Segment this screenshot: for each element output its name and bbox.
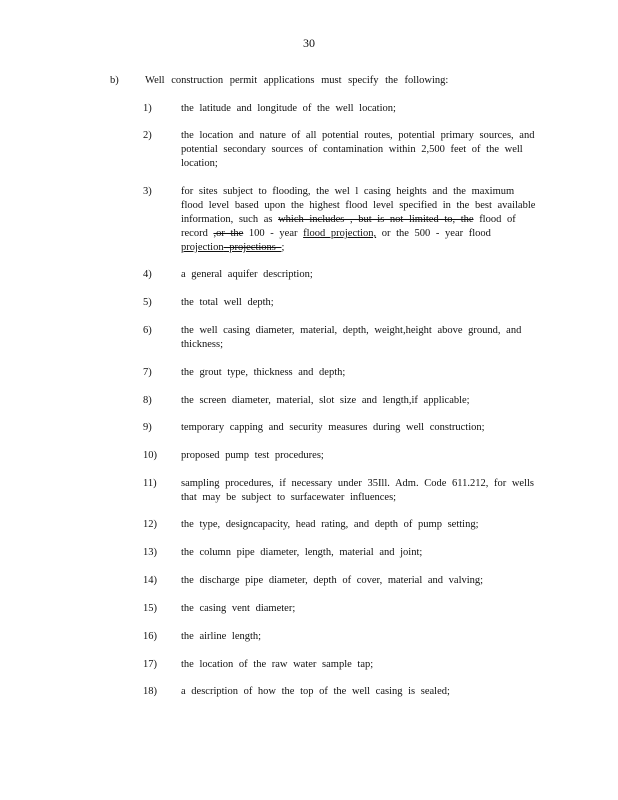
item-number: 6) (143, 325, 152, 336)
item-text: the location of the raw water sample tap; (181, 659, 374, 670)
item-text: the location and nature of all potential routes, potential primary sources, and potential secondary sources of contamination within 2,500 feet of the well location; (181, 130, 535, 169)
item-text: the total well depth; (181, 297, 274, 308)
item-number: 7) (143, 367, 152, 378)
item-number: 14) (143, 575, 157, 586)
item-text-segment: for sites subject to flooding, the wel l casing heights and the maximum flood level based upon the highest flood level specified in the best available information, such as (181, 186, 536, 225)
item-number: 12) (143, 519, 157, 530)
section-label: b) (110, 75, 119, 86)
item-number: 18) (143, 686, 157, 697)
item-text: a general aquifer description; (181, 269, 313, 280)
item-text-segment: flood of record (181, 214, 516, 239)
item-number: 4) (143, 269, 152, 280)
section-intro: Well construction permit applications must specify the following: (145, 75, 449, 86)
item-text-segment: year flood (445, 228, 491, 239)
item-text: a description of how the top of the well casing is sealed; (181, 686, 450, 697)
item-text: the column pipe diameter, length, material and joint; (181, 547, 423, 558)
item-text: proposed pump test procedures; (181, 450, 324, 461)
item-text: the screen diameter, material, slot size and length,if applicable; (181, 395, 470, 406)
item-text-segment: or the 500 - (376, 228, 446, 239)
page-number: 30 (303, 36, 315, 50)
item-text-segment: year (279, 228, 304, 239)
inserted-text: projection (181, 242, 224, 253)
item-number: 9) (143, 422, 152, 433)
inserted-text: flood projection, (303, 228, 377, 239)
item-text: the latitude and longitude of the well location; (181, 103, 396, 114)
deleted-text: which includes , but is not limited to, the (278, 214, 474, 225)
item-number: 2) (143, 130, 152, 141)
item-number: 17) (143, 659, 157, 670)
item-text: sampling procedures, if necessary under 35Ill. Adm. Code 611.212, for wells that may be subject to surfacewater influences; (181, 478, 534, 503)
item-number: 16) (143, 631, 157, 642)
item-text: temporary capping and security measures during well construction; (181, 422, 485, 433)
item-text: the well casing diameter, material, depth, weight,height above ground, and thickness; (181, 325, 522, 350)
item-text: the discharge pipe diameter, depth of cover, material and valving; (181, 575, 484, 586)
item-number: 15) (143, 603, 157, 614)
item-text: the airline length; (181, 631, 262, 642)
item-text-segment: ; (281, 242, 285, 253)
item-text (181, 185, 539, 255)
item-number: 5) (143, 297, 152, 308)
item-text: the grout type, thickness and depth; (181, 367, 346, 378)
item-text: the type, designcapacity, head rating, and depth of pump setting; (181, 519, 479, 530)
deleted-inserted-text: projections (223, 242, 282, 253)
item-number: 1) (143, 103, 152, 114)
item-number: 13) (143, 547, 157, 558)
item-number: 8) (143, 395, 152, 406)
item-number: 3) (143, 186, 152, 197)
item-text: the casing vent diameter; (181, 603, 296, 614)
item-number: 10) (143, 450, 157, 461)
deleted-text: ,or the (213, 228, 244, 239)
item-text-segment: 100 - (243, 228, 280, 239)
item-number: 11) (143, 478, 157, 489)
